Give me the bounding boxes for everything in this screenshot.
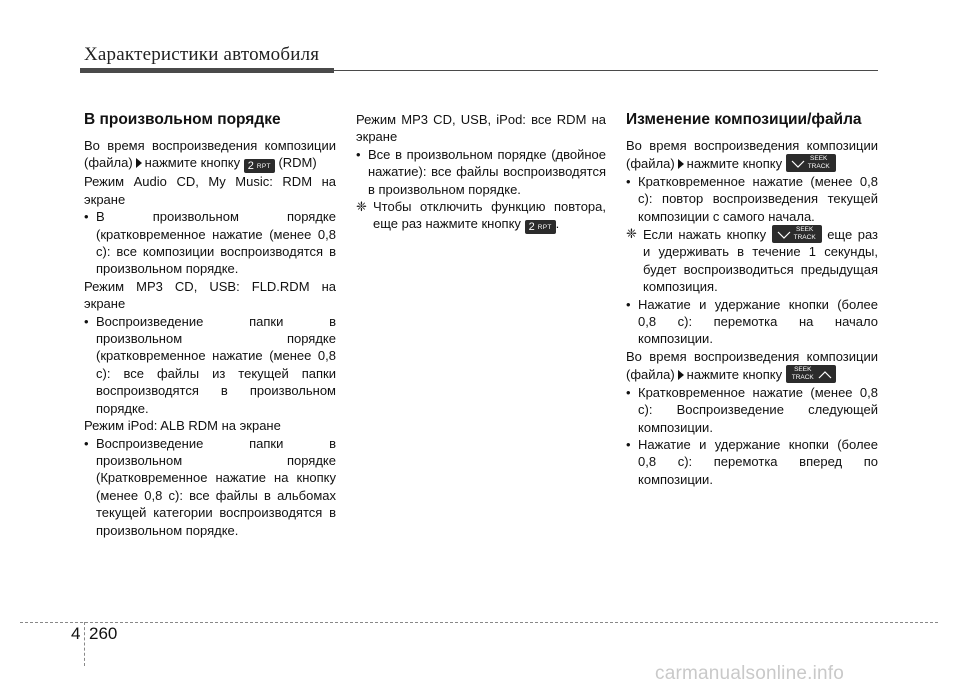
rpt-button-icon: 2 RPT (525, 220, 556, 234)
header-rule-thick (80, 68, 334, 73)
column-change-track (626, 110, 878, 488)
mode-line: Режим MP3 CD, USB, iPod: все RDM на экране (356, 112, 606, 145)
watermark: carmanualsonline.info (655, 663, 845, 684)
chevron-down-icon (777, 230, 791, 240)
intro-line: Во время воспроизведения композиции (84, 138, 336, 153)
page-header-title: Характеристики автомобиля (84, 44, 320, 65)
chapter-number: 4 (71, 624, 81, 643)
section-heading-change: Изменение композиции/файла (626, 111, 862, 128)
note-item: ❈ Если нажать кнопку SEEK TRACK еще раз и удерживать в течение 1 секунды, будет воспроизводиться предыдущая композиция. (626, 226, 878, 295)
list-item: • Воспроизведение папки в произвольном порядке (Кратковременное нажатие на кнопку (менее 0,8 с): все файлы в альбомах текущей категории воспроизводятся в произвольном порядке. (84, 435, 336, 538)
intro-line-2: (файла) нажмите кнопку 2 RPT (RDM) (84, 155, 317, 173)
seek-track-up-button-icon: SEEK TRACK (786, 365, 836, 383)
arrow-right-icon (678, 370, 684, 380)
page-number: 260 (89, 624, 118, 643)
seek-track-down-button-icon: SEEK TRACK (772, 225, 822, 243)
intro-line-2: (файла) нажмите кнопку SEEK TRACK (626, 154, 878, 172)
note-icon: ❈ (356, 199, 367, 215)
list-item: • Нажатие и удержание кнопки (более 0,8 с): перемотка вперед по композиции. (626, 436, 878, 487)
list-item: • Нажатие и удержание кнопки (более 0,8 с): перемотка на начало композиции. (626, 296, 878, 347)
seek-track-down-button-icon: SEEK TRACK (786, 154, 836, 172)
list-item: • Кратковременное нажатие (менее 0,8 с): Воспроизведение следующей композиции. (626, 384, 878, 435)
footer-divider (20, 622, 938, 623)
note-icon: ❈ (626, 226, 637, 242)
intro-line: Во время воспроизведения композиции (626, 348, 878, 364)
list-item: • В произвольном порядке (кратковременное нажатие (менее 0,8 с): все композиции воспроизводятся в произвольном порядке. (84, 209, 336, 277)
intro-line-2: (файла) нажмите кнопку SEEK TRACK (626, 365, 878, 383)
rpt-button-icon: 2 RPT (244, 159, 275, 173)
chevron-down-icon (791, 159, 805, 169)
list-item: • Все в произвольном порядке (двойное нажатие): все файлы воспроизводятся в произвольном порядке. (356, 146, 606, 197)
arrow-right-icon (136, 158, 142, 168)
mode-line: Режим iPod: ALB RDM на экране (84, 418, 281, 434)
mode-line: Режим MP3 CD, USB: FLD.RDM на экране (84, 278, 336, 312)
chevron-up-icon (818, 370, 832, 380)
intro-line: Во время воспроизведения композиции (626, 138, 878, 153)
footer-vertical-divider (84, 622, 85, 666)
column-random-order (84, 110, 336, 539)
mode-line: Режим Audio CD, My Music: RDM на экране (84, 174, 336, 207)
arrow-right-icon (678, 159, 684, 169)
column-random-all (356, 111, 606, 234)
header-rule-thin (334, 70, 878, 71)
list-item: • Воспроизведение папки в произвольном порядке (кратковременное нажатие (менее 0,8 с): все файлы из текущей папки воспроизводятся в произвольном порядке. (84, 313, 336, 416)
list-item: • Кратковременное нажатие (менее 0,8 с): повтор воспроизведения текущей композиции с самого начала. (626, 173, 878, 224)
section-heading-random: В произвольном порядке (84, 111, 281, 128)
note-item: ❈ Чтобы отключить функцию повтора, еще раз нажмите кнопку 2 RPT . (356, 199, 606, 234)
